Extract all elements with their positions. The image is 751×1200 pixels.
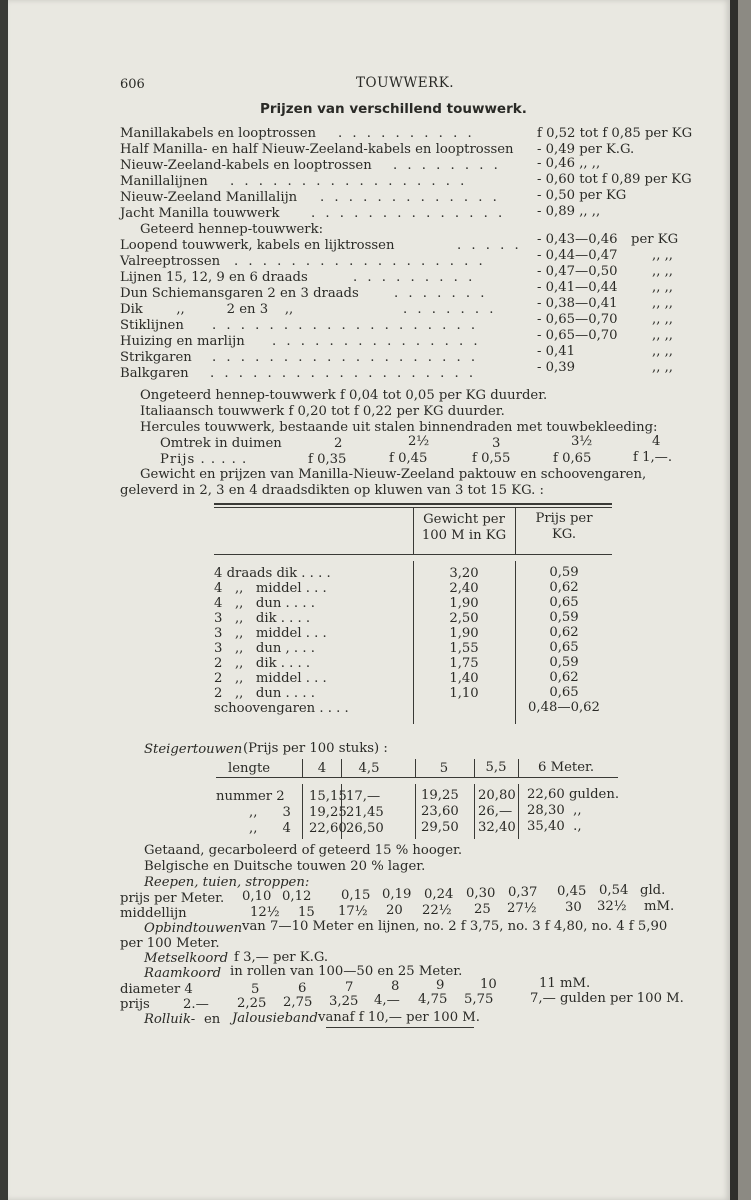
cell: 3,25 xyxy=(329,994,359,1009)
list-item-unit: ,, ,, xyxy=(652,280,673,295)
row-price: 0,65 xyxy=(549,640,579,655)
list-item-price: f 0,52 tot f 0,85 per KG xyxy=(537,126,693,141)
row-label: ,, 3 xyxy=(249,805,291,820)
list-item-unit: per KG xyxy=(631,232,679,247)
cell: 0,15 xyxy=(341,888,371,903)
leader-dots: . . . . . . . . . . . . . . . xyxy=(272,334,481,349)
getaand-line: Getaand, gecarboleerd of geteerd 15 % hooger. xyxy=(144,843,463,858)
raam-title: Raamkoord xyxy=(144,966,222,981)
leader-dots: . . . . . . . . . . . . . . . . . . . xyxy=(212,350,479,365)
row-weight: 2,50 xyxy=(449,611,479,626)
list-item-unit: ,, ,, xyxy=(652,312,673,327)
cell: 0,12 xyxy=(282,889,312,904)
cell: 15,15 xyxy=(309,789,347,804)
length-value: 5,5 xyxy=(485,760,507,775)
table-vline xyxy=(518,759,519,777)
page-number: 606 xyxy=(120,77,145,92)
leader-dots: . . . . . . . . . . . . . . xyxy=(311,206,506,221)
prijs-value: f 0,35 xyxy=(308,452,347,467)
table-rule-header xyxy=(214,554,612,555)
list-item-name: Jacht Manilla touwwerk xyxy=(120,206,280,221)
cell: 15 xyxy=(298,905,315,920)
cell: 0,10 xyxy=(242,889,272,904)
omtrek-value: 3½ xyxy=(571,434,593,449)
running-title: TOUWWERK. xyxy=(356,75,455,91)
metsel-title: Metselkoord xyxy=(144,951,229,966)
raam-text: in rollen van 100—50 en 25 Meter. xyxy=(230,964,463,979)
row-label: 3 ,, middel . . . xyxy=(214,626,327,641)
prijs-value: f 0,45 xyxy=(389,451,428,466)
row-price: 0,62 xyxy=(549,580,579,595)
book-page xyxy=(8,0,730,1200)
row-label: 4 ,, dun . . . . xyxy=(214,596,315,611)
cell: 19,25 xyxy=(309,805,347,820)
opbind-title: Opbindtouwen xyxy=(144,921,243,936)
row-label: 2 ,, middel . . . xyxy=(214,671,327,686)
row-price: 0,65 xyxy=(549,595,579,610)
list-item-unit: ,, ,, xyxy=(652,328,673,343)
row-weight: 1,10 xyxy=(449,686,479,701)
table-vline xyxy=(518,784,519,839)
prijs-value: f 0,55 xyxy=(472,451,511,466)
row-weight: 1,40 xyxy=(449,671,479,686)
list-item-price: - 0,89 ,, ,, xyxy=(537,204,601,219)
cell: 26,— xyxy=(478,804,513,819)
length-value: 6 Meter. xyxy=(538,760,595,775)
note-line: Hercules touwwerk, bestaande uit stalen binnendraden met touwbekleeding: xyxy=(140,420,658,435)
reepen-title: Reepen, tuien, stroppen: xyxy=(144,875,310,890)
cell: 22,60 gulden. xyxy=(527,787,620,802)
row-label: ,, 4 xyxy=(249,821,291,836)
row-label: 3 ,, dun , . . . xyxy=(214,641,315,656)
omtrek-label: Omtrek in duimen xyxy=(160,436,282,451)
row-price: 0,62 xyxy=(549,625,579,640)
cell: 21,45 xyxy=(346,805,384,820)
cell: 5,75 xyxy=(464,992,494,1007)
jalousie-title: Jalousieband xyxy=(232,1011,318,1026)
prijs-value: f 1,—. xyxy=(633,450,673,465)
list-item-price: - 0,46 ,, ,, xyxy=(537,156,601,171)
column-header: Gewicht per xyxy=(423,512,505,527)
cell: 19,25 xyxy=(421,788,459,803)
cell: 7,— gulden per 100 M. xyxy=(530,991,684,1006)
leader-dots: . . . . . . . xyxy=(394,286,488,301)
reepen-mid-label: middellijn xyxy=(120,906,187,921)
length-value: 4,5 xyxy=(358,761,380,776)
list-item-name: Half Manilla- en half Nieuw-Zeeland-kabels en looptrossen xyxy=(120,142,514,157)
list-item-price: - 0,44—0,47 xyxy=(537,248,618,263)
list-item-price: - 0,41—0,44 xyxy=(537,280,618,295)
next-page-edge xyxy=(738,0,751,1200)
table-vline xyxy=(415,784,416,839)
row-price: 0,65 xyxy=(549,685,579,700)
leader-dots: . . . . . . . . . . . . . . . . . xyxy=(230,174,468,189)
row-weight: 2,40 xyxy=(449,581,479,596)
cell-unit: mM. xyxy=(644,899,675,914)
cell: 32,40 xyxy=(478,820,516,835)
leader-dots: . . . . . xyxy=(457,238,522,253)
gewicht-intro: Gewicht en prijzen van Manilla-Nieuw-Zeeland paktouw en schoovengaren, xyxy=(140,467,647,482)
cell: 0,45 xyxy=(557,884,587,899)
row-label: 3 ,, dik . . . . xyxy=(214,611,311,626)
row-label: 2 ,, dik . . . . xyxy=(214,656,311,671)
cell: 9 xyxy=(436,978,445,993)
row-price: 0,62 xyxy=(549,670,579,685)
row-weight: 1,90 xyxy=(449,596,479,611)
leader-dots: . . . . . . . . . . xyxy=(338,126,475,141)
belgische-line: Belgische en Duitsche touwen 20 % lager. xyxy=(144,859,426,874)
list-item-price: - 0,60 tot f 0,89 per KG xyxy=(537,172,692,187)
cell: 2.— xyxy=(183,997,209,1012)
cell: 22,60 xyxy=(309,821,347,836)
row-label: 4 ,, middel . . . xyxy=(214,581,327,596)
cell-unit: gld. xyxy=(640,883,666,898)
cell: 0,37 xyxy=(508,885,538,900)
omtrek-value: 2 xyxy=(334,436,343,451)
cell: 28,30 ,, xyxy=(527,803,582,818)
table-rule-top xyxy=(214,503,612,505)
cell: 35,40 ., xyxy=(527,819,582,834)
cell: 0,19 xyxy=(382,887,412,902)
cell: 23,60 xyxy=(421,804,459,819)
cell: 26,50 xyxy=(346,821,384,836)
cell: 29,50 xyxy=(421,820,459,835)
cell: 30 xyxy=(565,900,582,915)
list-item-name: Strikgaren xyxy=(120,350,192,365)
rolluik-title: Rolluik- xyxy=(144,1012,196,1027)
cell: 8 xyxy=(391,979,400,994)
diameter-label: diameter 4 xyxy=(120,982,193,997)
cell: 10 xyxy=(480,977,497,992)
list-item-name: Dun Schiemansgaren 2 en 3 draads xyxy=(120,286,359,301)
leader-dots: . . . . . . . . . . . . . xyxy=(320,190,500,205)
list-item-unit: ,, ,, xyxy=(652,248,673,263)
length-value: 4 xyxy=(317,761,327,776)
cell: 5 xyxy=(251,982,260,997)
leader-dots: . . . . . . . . . . . . . . . . . . . xyxy=(210,366,477,381)
note-line: Ongeteerd hennep-touwwerk f 0,04 tot 0,05 per KG duurder. xyxy=(140,388,548,403)
list-item-price: - 0,65—0,70 xyxy=(537,328,618,343)
cell: 17,— xyxy=(346,789,381,804)
raam-prijs-label: prijs xyxy=(120,997,150,1012)
list-item-price: - 0,41 xyxy=(537,344,576,359)
cell: 12½ xyxy=(250,905,280,920)
table-vline xyxy=(302,784,303,839)
list-item-name: Loopend touwwerk, kabels en lijktrossen xyxy=(120,238,395,253)
list-item-unit: ,, ,, xyxy=(652,264,673,279)
list-item-name: Stiklijnen xyxy=(120,318,184,333)
row-weight: 1,75 xyxy=(449,656,479,671)
list-item-price: - 0,65—0,70 xyxy=(537,312,618,327)
omtrek-value: 3 xyxy=(492,436,501,451)
list-item-name: Balkgaren xyxy=(120,366,189,381)
cell: 0,30 xyxy=(466,886,496,901)
table-vline xyxy=(474,784,475,839)
list-item-price: - 0,38—0,41 xyxy=(537,296,618,311)
cell: 0,24 xyxy=(424,887,454,902)
row-weight: 1,90 xyxy=(449,626,479,641)
leader-dots: . . . . . . . . . xyxy=(353,270,476,285)
row-label: schoovengaren . . . . xyxy=(214,701,349,716)
leader-dots: . . . . . . . . xyxy=(393,158,501,173)
list-item-price: - 0,49 per K.G. xyxy=(537,142,635,157)
list-item-unit: ,, ,, xyxy=(652,360,673,375)
cell: 22½ xyxy=(422,903,452,918)
cell: 20,80 xyxy=(478,788,516,803)
leader-dots: . . . . . . . . . . . . . . . . . . xyxy=(234,254,486,269)
row-label: 4 draads dik . . . . xyxy=(214,566,331,581)
cell: 2,25 xyxy=(237,996,267,1011)
table-rule xyxy=(216,777,618,778)
list-item-price: - 0,47—0,50 xyxy=(537,264,618,279)
prijs-value: f 0,65 xyxy=(553,451,592,466)
row-price: 0,48—0,62 xyxy=(528,700,600,715)
steiger-title: Steigertouwen xyxy=(144,742,243,757)
length-value: 5 xyxy=(439,761,449,776)
list-item-name: Dik ,, 2 en 3 ,, xyxy=(120,302,294,317)
opbind-text-2: per 100 Meter. xyxy=(120,936,220,951)
list-item-price: - 0,50 per KG xyxy=(537,188,627,203)
list-item-name: Manillalijnen xyxy=(120,174,208,189)
cell: 4,— xyxy=(374,993,400,1008)
omtrek-value: 4 xyxy=(652,434,661,449)
section-title: Prijzen van verschillend touwwerk. xyxy=(260,101,527,117)
cell: 25 xyxy=(474,902,491,917)
hennep-heading: Geteerd hennep-touwwerk: xyxy=(140,222,324,237)
list-item-price: - 0,39 xyxy=(537,360,576,375)
list-item-name: Nieuw-Zeeland Manillalijn xyxy=(120,190,298,205)
column-header: Prijs per xyxy=(535,511,593,526)
cell: 32½ xyxy=(597,899,627,914)
metsel-text: f 3,— per K.G. xyxy=(234,950,329,965)
rolluik-en: en xyxy=(204,1012,221,1027)
length-label: lengte xyxy=(228,761,271,776)
end-rule xyxy=(326,1027,474,1028)
row-price: 0,59 xyxy=(549,610,579,625)
list-item-name: Manillakabels en looptrossen xyxy=(120,126,317,141)
jalousie-text: vanaf f 10,— per 100 M. xyxy=(318,1010,480,1025)
list-item-name: Lijnen 15, 12, 9 en 6 draads xyxy=(120,270,308,285)
note-line: Italiaansch touwwerk f 0,20 tot f 0,22 per KG duurder. xyxy=(140,404,505,419)
row-label: nummer 2 xyxy=(216,789,285,804)
steiger-subtitle: (Prijs per 100 stuks) : xyxy=(243,741,388,756)
cell: 7 xyxy=(345,980,354,995)
list-item-name: Nieuw-Zeeland-kabels en looptrossen xyxy=(120,158,372,173)
row-price: 0,59 xyxy=(549,655,579,670)
leader-dots: . . . . . . . xyxy=(403,302,497,317)
list-item-price: - 0,43—0,46 xyxy=(537,232,618,247)
cell: 20 xyxy=(386,903,403,918)
list-item-name: Huizing en marlijn xyxy=(120,334,245,349)
list-item-unit: ,, ,, xyxy=(652,344,673,359)
column-header: 100 M in KG xyxy=(421,528,507,543)
cell: 2,75 xyxy=(283,995,313,1010)
gewicht-intro: geleverd in 2, 3 en 4 draadsdikten op kluwen van 3 tot 15 KG. : xyxy=(120,483,544,498)
cell: 6 xyxy=(298,981,307,996)
row-weight: 3,20 xyxy=(449,566,479,581)
list-item-name: Valreeptrossen xyxy=(120,254,221,269)
omtrek-value: 2½ xyxy=(408,434,430,449)
column-header: KG. xyxy=(551,527,577,542)
cell: 17½ xyxy=(338,904,368,919)
cell: 11 mM. xyxy=(539,976,591,991)
cell: 27½ xyxy=(507,901,537,916)
cell: 4,75 xyxy=(418,992,448,1007)
row-price: 0,59 xyxy=(549,565,579,580)
reepen-prijs-label: prijs per Meter. xyxy=(120,891,225,906)
row-weight: 1,55 xyxy=(449,641,479,656)
list-item-unit: ,, ,, xyxy=(652,296,673,311)
prijs-label: Prijs . . . . . xyxy=(160,452,248,467)
row-label: 2 ,, dun . . . . xyxy=(214,686,315,701)
cell: 0,54 xyxy=(599,883,629,898)
leader-dots: . . . . . . . . . . . . . . . . . . . xyxy=(212,318,479,333)
opbind-text: van 7—10 Meter en lijnen, no. 2 f 3,75, no. 3 f 4,80, no. 4 f 5,90 xyxy=(242,919,668,934)
